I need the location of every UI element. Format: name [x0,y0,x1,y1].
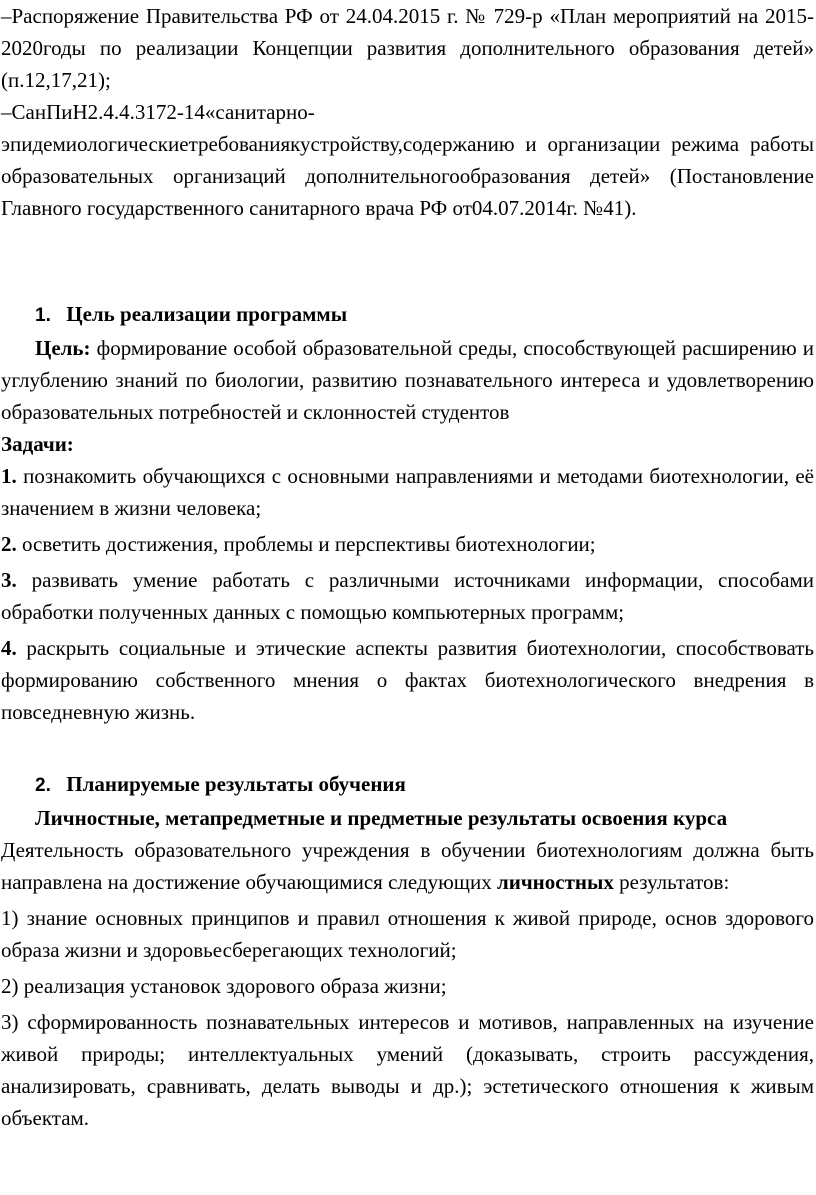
legal-ref-1: –Распоряжение Правительства РФ от 24.04.2015 г. № 729-р «План мероприятий на 2015-2020годы по реализации Концепции развития дополнительного образования детей» (п.12,17,21); [1,4,814,92]
result-item-1: 1) знание основных принципов и правил отношения к живой природе, основ здорового образа жизни и здоровьесберегающих технологий; [1,906,814,962]
goal-label: Цель: [35,336,91,360]
tasks-label: Задачи: [1,432,74,456]
section2-title: Планируемые результаты обучения [66,772,406,796]
section2-number: 2. [35,775,51,796]
section2-subtitle: Личностные, метапредметные и предметные результаты освоения курса [35,806,728,830]
task-item-2: 2. осветить достижения, проблемы и перспективы биотехнологии; [1,532,596,556]
task-item-1: 1. познакомить обучающихся с основными направлениями и методами биотехнологии, её значением в жизни человека; [1,464,814,520]
goal-text: формирование особой образовательной среды, способствующей расширению и углублению знаний по биологии, развитию познавательного интереса и удовлетворению образовательных потребностей и склонностей студентов [1,336,814,424]
section1-title: Цель реализации программы [66,302,348,326]
goal-paragraph [1,332,814,428]
section1-heading [1,298,814,332]
result-item-2: 2) реализация установок здорового образа жизни; [1,974,447,998]
section2-heading [1,768,814,802]
legal-ref-2: –СанПиН2.4.4.3172-14«санитарно-эпидемиологическиетребованиякустройству,содержанию и организации режима работы образовательных организаций дополнительногообразования детей» (Постановление Главного государственного санитарного врача РФ от04.07.2014г. №41). [1,100,814,220]
section1-number: 1. [35,305,51,326]
task-item-3: 3. развивать умение работать с различными источниками информации, способами обработки полученных данных с помощью компьютерных программ; [1,568,814,624]
section2-intro: Деятельность образовательного учреждения в обучении биотехнологиям должна быть направлена на достижение обучающимися следующих личностных результатов: [1,838,814,894]
task-item-4: 4. раскрыть социальные и этические аспекты развития биотехнологии, способствовать формированию собственного мнения о фактах биотехнологического внедрения в повседневную жизнь. [1,636,814,724]
result-item-3: 3) сформированность познавательных интересов и мотивов, направленных на изучение живой природы; интеллектуальных умений (доказывать, строить рассуждения, анализировать, сравнивать, делать выводы и др.); эстетического отношения к живым объектам. [1,1010,814,1130]
